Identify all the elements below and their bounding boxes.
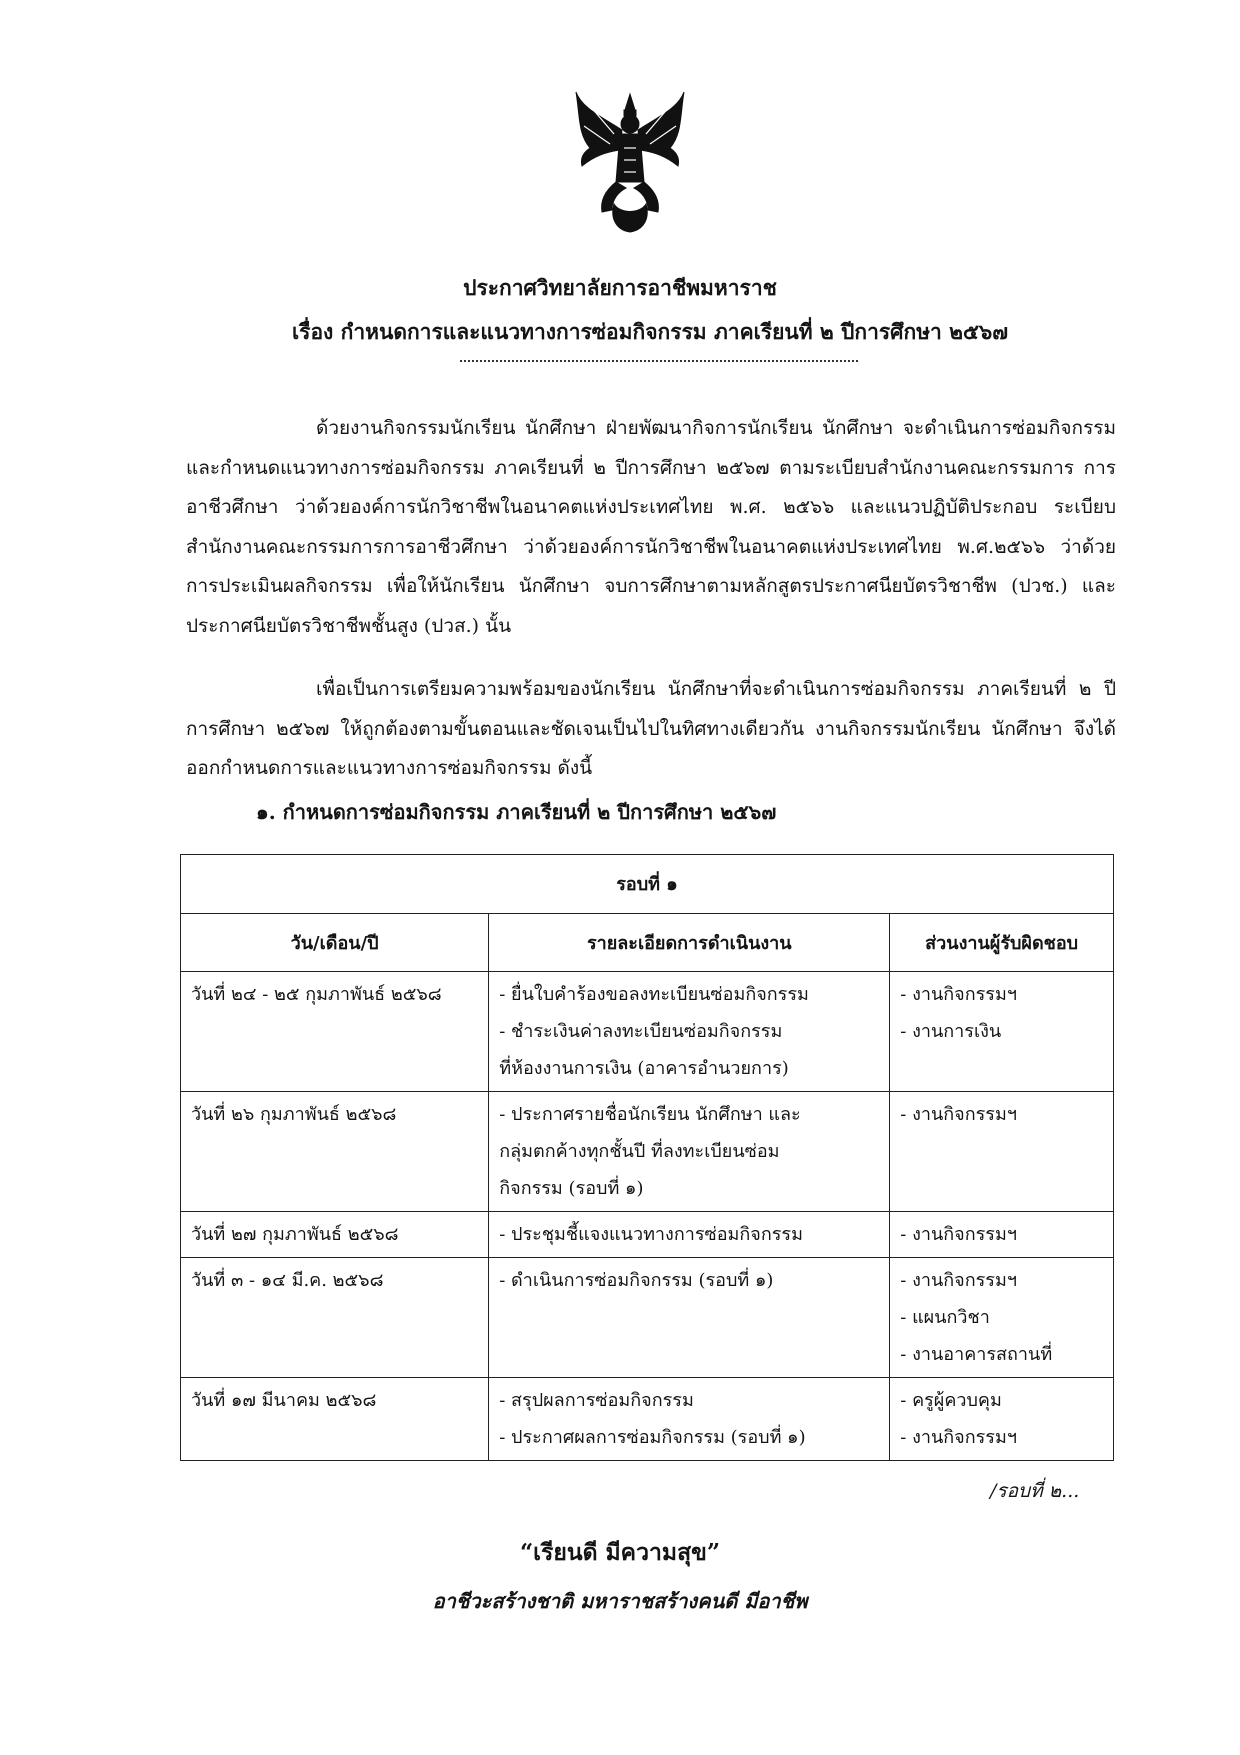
date-text: วันที่ ๑๗ มีนาคม ๒๕๖๘ [191, 1390, 377, 1411]
garuda-emblem-icon [570, 86, 690, 236]
round-title: รอบที่ ๑ [181, 855, 1114, 914]
table-row [181, 1258, 1114, 1378]
date-cell [181, 1212, 489, 1258]
intro-paragraph-text: ด้วยงานกิจกรรมนักเรียน นักศึกษา ฝ่ายพัฒนากิจการนักเรียน นักศึกษา จะดำเนินการซ่อมกิจกรรม และกำหนดแนวทางการซ่อมกิจกรรม ภาคเรียนที่ ๒ ปีการศึกษา ๒๕๖๗ ตามระเบียบสำนักงานคณะกรรมการ การอาชีวศึกษา ว่าด้วยองค์การนักวิชาชีพในอนาคตแห่งประเทศไทย พ.ศ. ๒๕๖๖ และแนวปฏิบัติประกอบ ระเบียบสำนักงานคณะกรรมการการอาชีวศึกษา ว่าด้วยองค์การนักวิชาชีพในอนาคตแห่งประเทศไทย พ.ศ.๒๕๖๖ ว่าด้วยการประเมินผลกิจกรรม เพื่อให้นักเรียน นักศึกษา จบการศึกษาตามหลักสูตรประกาศนียบัตรวิชาชีพ (ปวช.) และประกาศนียบัตรวิชาชีพชั้นสูง (ปวส.) นั้น [186, 417, 1116, 637]
details-cell [489, 972, 890, 1092]
round-title-row [181, 855, 1114, 914]
date-cell [181, 1378, 489, 1461]
responsible-line: - งานกิจกรรมฯ [900, 984, 1017, 1005]
detail-line: - ประกาศผลการซ่อมกิจกรรม (รอบที่ ๑) [499, 1427, 806, 1448]
section-1-heading: ๑. กำหนดการซ่อมกิจกรรม ภาคเรียนที่ ๒ ปีการศึกษา ๒๕๖๗ [256, 800, 777, 824]
date-text: วันที่ ๒๗ กุมภาพันธ์ ๒๕๖๘ [191, 1224, 399, 1245]
table-row [181, 1212, 1114, 1258]
details-cell [489, 1212, 890, 1258]
responsible-line: - งานกิจกรรมฯ [900, 1427, 1017, 1448]
announcement-title: ประกาศวิทยาลัยการอาชีพมหาราช [463, 275, 777, 300]
detail-line: - ชำระเงินค่าลงทะเบียนซ่อมกิจกรรม [499, 1021, 783, 1042]
responsible-line: - งานกิจกรรมฯ [900, 1104, 1017, 1125]
dotted-divider [460, 360, 858, 362]
date-text: วันที่ ๒๖ กุมภาพันธ์ ๒๕๖๘ [191, 1104, 397, 1125]
responsible-line: - งานกิจกรรมฯ [900, 1270, 1017, 1291]
details-cell [489, 1092, 890, 1212]
date-text: วันที่ ๓ - ๑๔ มี.ค. ๒๕๖๘ [191, 1270, 384, 1291]
announcement-subject: เรื่อง กำหนดการและแนวทางการซ่อมกิจกรรม ภาคเรียนที่ ๒ ปีการศึกษา ๒๕๖๗ [291, 319, 1009, 344]
details-cell [489, 1378, 890, 1461]
detail-line: กิจกรรม (รอบที่ ๑) [499, 1178, 644, 1199]
responsible-cell [890, 1092, 1114, 1212]
detail-line: ที่ห้องงานการเงิน (อาคารอำนวยการ) [499, 1058, 789, 1079]
detail-line: - ยื่นใบคำร้องขอลงทะเบียนซ่อมกิจกรรม [499, 984, 809, 1005]
responsible-line: - ครูผู้ควบคุม [900, 1390, 1002, 1411]
intro-paragraph [186, 409, 1116, 646]
table-header-row [181, 914, 1114, 972]
table-row [181, 1092, 1114, 1212]
detail-line: - ดำเนินการซ่อมกิจกรรม (รอบที่ ๑) [499, 1270, 774, 1291]
table-row [181, 1378, 1114, 1461]
responsible-line: - งานอาคารสถานที่ [900, 1344, 1053, 1365]
column-header-date: วัน/เดือน/ปี [181, 914, 489, 972]
college-motto: “เรียนดี มีความสุข” [519, 1539, 721, 1566]
responsible-line: - งานการเงิน [900, 1021, 1002, 1042]
responsible-cell [890, 972, 1114, 1092]
detail-line: - ประชุมชี้แจงแนวทางการซ่อมกิจกรรม [499, 1224, 803, 1245]
responsible-cell [890, 1258, 1114, 1378]
date-cell [181, 1092, 489, 1212]
purpose-paragraph [186, 670, 1116, 789]
detail-line: กลุ่มตกค้างทุกชั้นปี ที่ลงทะเบียนซ่อม [499, 1141, 780, 1162]
continued-marker: /รอบที่ ๒... [990, 1480, 1080, 1502]
table-row [181, 972, 1114, 1092]
column-header-responsible: ส่วนงานผู้รับผิดชอบ [890, 914, 1114, 972]
responsible-cell [890, 1378, 1114, 1461]
college-slogan: อาชีวะสร้างชาติ มหาราชสร้างคนดี มีอาชีพ [432, 1589, 808, 1613]
date-text: วันที่ ๒๔ - ๒๕ กุมภาพันธ์ ๒๕๖๘ [191, 984, 442, 1005]
responsible-cell [890, 1212, 1114, 1258]
details-cell [489, 1258, 890, 1378]
date-cell [181, 972, 489, 1092]
column-header-details: รายละเอียดการดำเนินงาน [489, 914, 890, 972]
responsible-line: - งานกิจกรรมฯ [900, 1224, 1017, 1245]
detail-line: - สรุปผลการซ่อมกิจกรรม [499, 1390, 694, 1411]
detail-line: - ประกาศรายชื่อนักเรียน นักศึกษา และ [499, 1104, 801, 1125]
schedule-table [180, 854, 1114, 1461]
responsible-line: - แผนกวิชา [900, 1307, 990, 1328]
purpose-paragraph-text: เพื่อเป็นการเตรียมความพร้อมของนักเรียน นักศึกษาที่จะดำเนินการซ่อมกิจกรรม ภาคเรียนที่ ๒ ปีการศึกษา ๒๕๖๗ ให้ถูกต้องตามขั้นตอนและชัดเจนเป็นไปในทิศทางเดียวกัน งานกิจกรรมนักเรียน นักศึกษา จึงได้ออกกำหนดการและแนวทางการซ่อมกิจกรรม ดังนี้ [186, 678, 1116, 779]
date-cell [181, 1258, 489, 1378]
